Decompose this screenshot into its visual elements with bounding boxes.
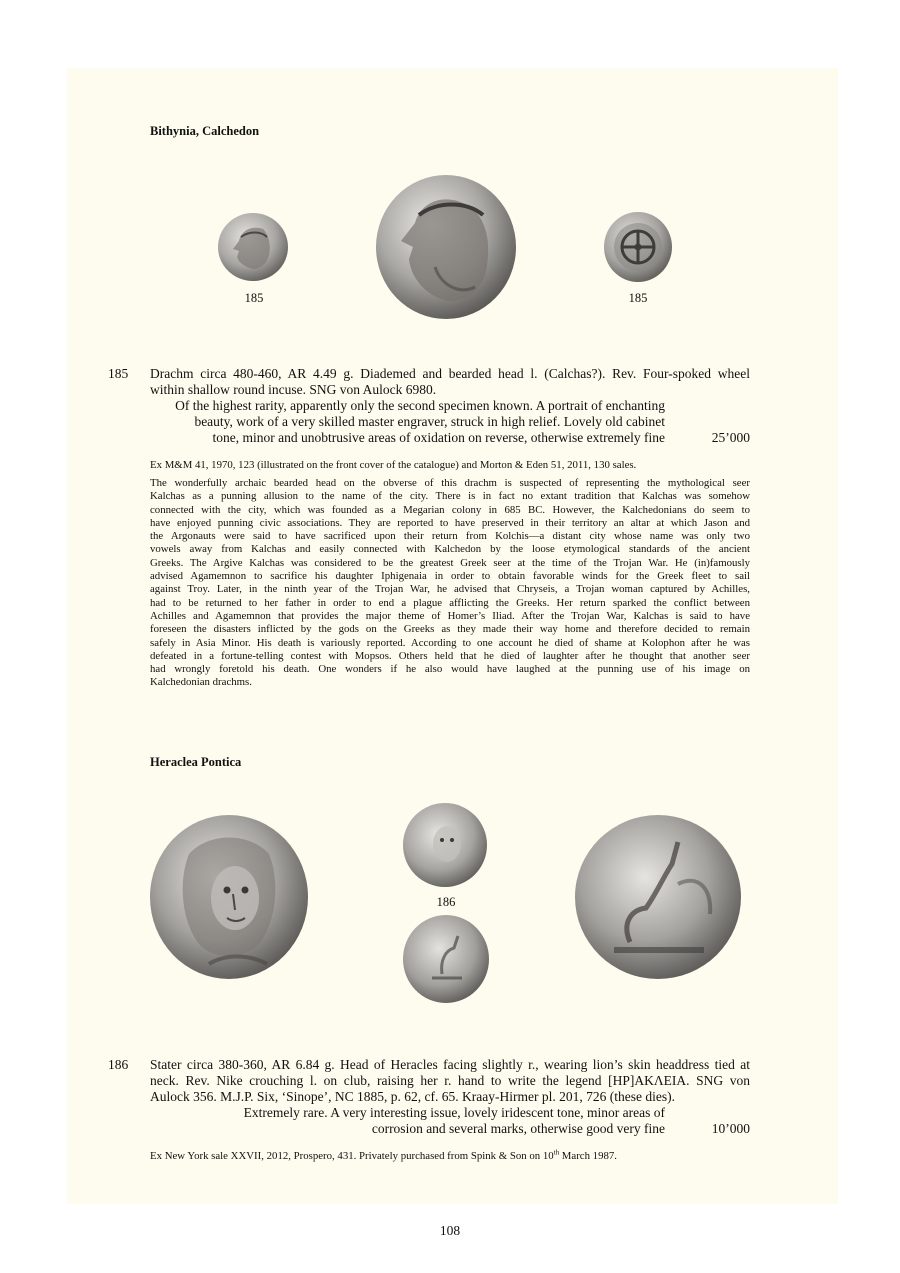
lot-number: 185 — [108, 366, 129, 381]
lot-provenance: Ex M&M 41, 1970, 123 (illustrated on the front cover of the catalogue) and Morton & Eden 51, 2011, 130 sales. — [150, 459, 637, 471]
note-line: defeated in a fortune-telling contest with Mopsos. Others held that he died of laughter after he thought that another seer — [150, 649, 750, 662]
note-line: against Troy. Later, in the ninth year of the Trojan War, he advised that Chryseis, a Trojan woman captured by Achilles, — [150, 583, 750, 596]
condition-line: corrosion and several marks, otherwise good very fine — [371, 1121, 665, 1136]
note-line: foreseen the disasters inflicted by the gods on the Greeks as they made their way home and therefore decided to remain — [150, 623, 750, 636]
lot-condition — [150, 1105, 665, 1137]
lot-estimate: 25’000 — [711, 430, 750, 445]
description-line: Drachm circa 480-460, AR 4.49 g. Diademed and bearded head l. (Calchas?). Rev. Four-spoked wheel — [150, 366, 750, 381]
lot-condition — [150, 398, 665, 446]
note-line: vowels away from Kalchas and easily connected with Kalchedon by the loose etymological standards of the ancient — [150, 543, 750, 556]
condition-line: beauty, work of a very skilled master engraver, struck in high relief. Lovely old cabinet — [194, 414, 665, 429]
description-line: Stater circa 380-360, AR 6.84 g. Head of Heracles facing slightly r., wearing lion’s skin headdress tied at — [150, 1057, 750, 1072]
note-line: connected with the city, which was founded as a Megarian colony in 685 BC. However, the Kalchedonians do seem to — [150, 503, 750, 516]
coin-185-obverse-enlarged-image — [375, 175, 517, 320]
description-line: within shallow round incuse. SNG von Aulock 6980. — [150, 382, 437, 397]
description-line: Aulock 356. M.J.P. Six, ‘Sinope’, NC 1885, p. 62, cf. 65. Kraay-Hirmer pl. 201, 726 (these dies). — [150, 1089, 675, 1104]
condition-line: Extremely rare. A very interesting issue, lovely iridescent tone, minor areas of — [243, 1105, 665, 1120]
condition-line: Of the highest rarity, apparently only the second specimen known. A portrait of enchanting — [175, 398, 665, 413]
coin-caption: 185 — [244, 291, 264, 305]
coin-caption: 185 — [628, 291, 648, 305]
section-heading-heraclea: Heraclea Pontica — [150, 755, 242, 769]
provenance-text: Ex New York sale XXVII, 2012, Prospero, 431. Privately purchased from Spink & Son on 10 — [150, 1150, 554, 1162]
note-line: advised Agamemnon to sacrifice his daughter Iphigenaia in order to obtain favorable winds for the Greek fleet to sail — [150, 570, 750, 583]
note-line: Kalchedonian drachms. — [150, 676, 252, 689]
provenance-text: March 1987. — [559, 1150, 617, 1162]
note-line: safely in Asia Minor. His death is variously reported. According to one account he died of shame at Kolophon after he was — [150, 636, 750, 649]
lot-provenance — [150, 1150, 750, 1163]
condition-line: tone, minor and unobtrusive areas of oxidation on reverse, otherwise extremely fine — [212, 430, 665, 445]
note-line: Kalchas as a punning allusion to the name of the city. There is in fact no extant tradition that Kalchas was somehow — [150, 490, 750, 503]
note-line: have enjoyed punning civic associations. They are reported to have preserved in their territory an altar at which Jason and — [150, 516, 750, 529]
lot-description — [150, 1057, 750, 1105]
note-line: had to be returned to her father in order to end a plague afflicting the Greeks. Her return sparked the conflict between — [150, 596, 750, 609]
section-heading-calchedon: Bithynia, Calchedon — [150, 124, 260, 138]
lot-number: 186 — [108, 1057, 129, 1072]
coin-186-reverse-small-image — [402, 914, 490, 1004]
note-line: Greeks. The Argive Kalchas was considered to be the greatest Greek seer at the time of the Trojan War. He (in)famously — [150, 556, 750, 569]
note-line: had wrongly foretold his death. One wonders if he also would have laughed at the punning use of his image on — [150, 663, 750, 676]
page-number: 108 — [439, 1223, 461, 1238]
description-line: neck. Rev. Nike crouching l. on club, raising her r. hand to write the legend [HP]ΑΚΛΕΙΑ. SNG von — [150, 1073, 750, 1088]
note-line: the Argonauts were said to have sacrificed upon their return from Kolchis—a distant city whose name was only two — [150, 530, 750, 543]
coin-185-obverse-small-image — [217, 211, 289, 283]
lot-description — [150, 366, 750, 398]
ordinal-suffix: th — [553, 1148, 560, 1157]
coin-caption: 186 — [436, 895, 456, 909]
note-line: The wonderfully archaic bearded head on the obverse of this drachm is suspected of representing the mythological seer — [150, 477, 750, 489]
coin-185-reverse-wheel-image — [603, 211, 673, 283]
lot-estimate: 10’000 — [711, 1121, 750, 1136]
coin-186-obverse-enlarged-image — [149, 814, 309, 980]
note-line: Achilles and Agamemnon that provides the major theme of Homer’s Iliad. After the Trojan War, Kalchas is said to have — [150, 609, 750, 622]
coin-186-reverse-enlarged-image — [574, 814, 742, 980]
lot-note — [150, 477, 750, 690]
coin-186-obverse-small-image — [402, 802, 488, 888]
